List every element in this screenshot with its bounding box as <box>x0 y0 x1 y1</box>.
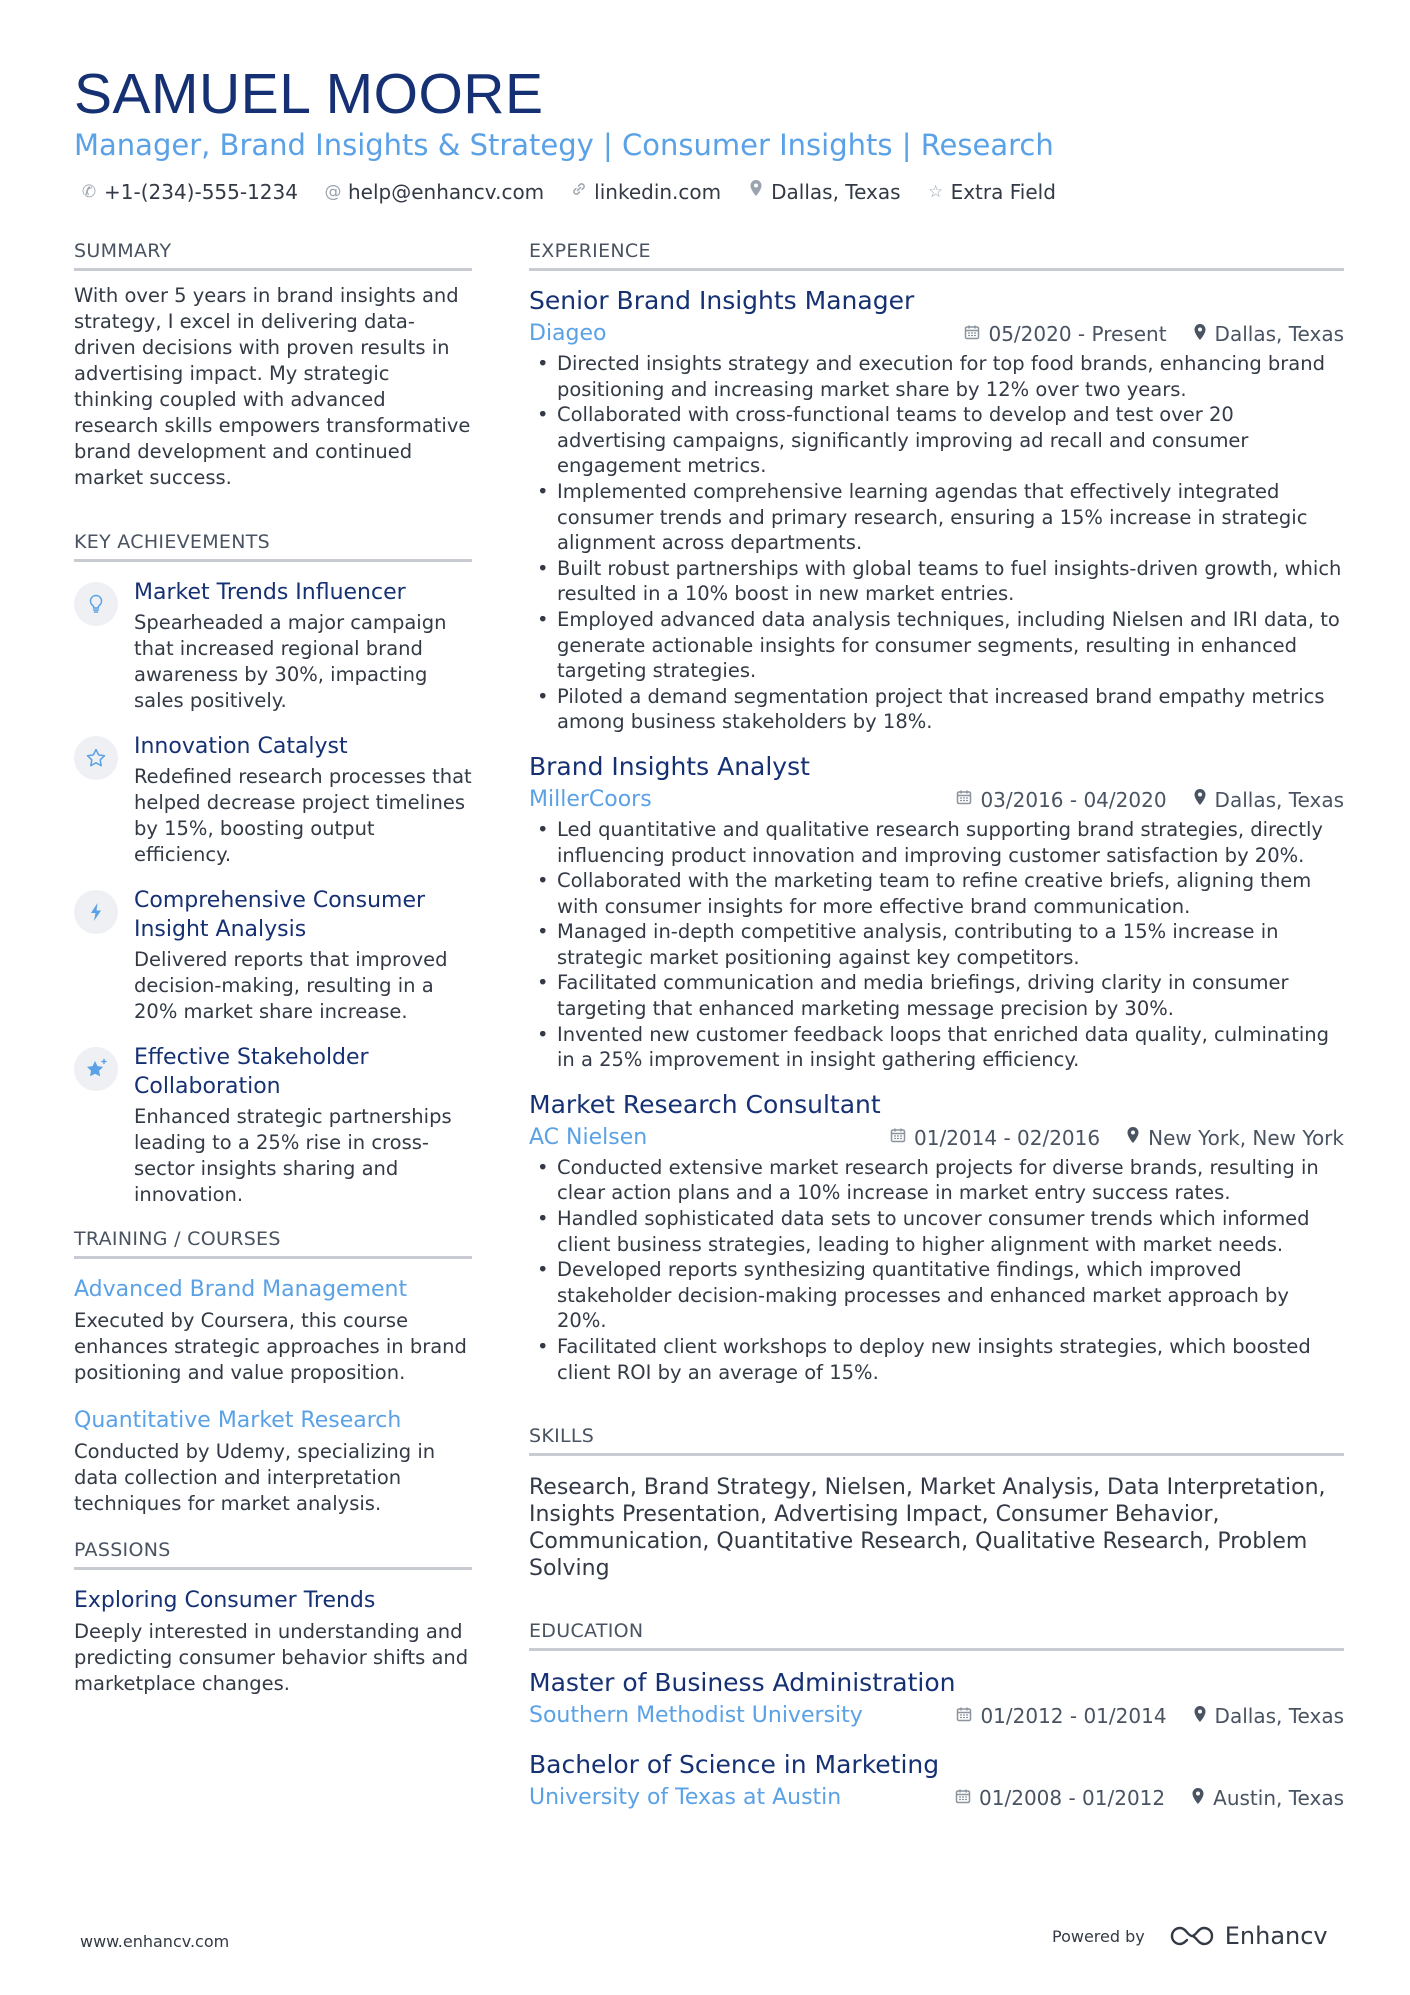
phone-icon: ✆ <box>81 182 97 202</box>
experience-section <box>529 238 1344 1385</box>
achievement-title: Effective Stakeholder Collaboration <box>134 1045 369 1099</box>
contact-email[interactable] <box>324 178 544 206</box>
contact-extra-text: Extra Field <box>950 180 1056 204</box>
job-bullet: • Invented new customer feedback loops that enriched data quality, culminating in a 25% improvement in insight gathering efficiency. <box>557 1022 1344 1073</box>
education-dates-text: 01/2012 - 01/2014 <box>980 1704 1167 1729</box>
contact-linkedin-text: linkedin.com <box>594 180 722 204</box>
job-dates <box>890 1126 1100 1150</box>
location-pin-icon <box>1191 1787 1205 1810</box>
training-section <box>74 1226 472 1517</box>
education-entry <box>529 1749 1344 1813</box>
job-location-text: Dallas, Texas <box>1214 322 1344 346</box>
sparkle-star-icon <box>74 1047 118 1091</box>
job-title: Brand Insights Analyst <box>529 751 810 781</box>
job-bullet: • Handled sophisticated data sets to uncover consumer trends which informed client business strategies, leading to higher alignment with market needs. <box>557 1206 1344 1257</box>
achievement-item <box>74 578 472 714</box>
company-name: MillerCoors <box>529 786 652 812</box>
footer-branding[interactable] <box>1052 1922 1328 1950</box>
contact-phone-text: +1-(234)-555-1234 <box>104 180 298 204</box>
location-pin-icon <box>1126 1126 1140 1149</box>
education-entry <box>529 1667 1344 1731</box>
job-bullet: • Developed reports synthesizing quantitative findings, which improved stakeholder decision-making processes and enhanced market approach by 20%. <box>557 1257 1344 1334</box>
candidate-headline: Manager, Brand Insights & Strategy | Consumer Insights | Research <box>74 128 1054 162</box>
job-dates-text: 01/2014 - 02/2016 <box>914 1125 1101 1150</box>
education-section <box>529 1618 1344 1813</box>
education-location-text: Austin, Texas <box>1213 1786 1344 1811</box>
right-column <box>529 238 1344 1831</box>
contact-bar <box>80 178 1056 206</box>
summary-text: With over 5 years in brand insights and strategy, I excel in delivering data-driven decisions with proven results in advertising impact. My strategic thinking coupled with advanced research skills empowers transformative brand development and continued market success. <box>74 284 471 489</box>
job-location <box>1193 322 1344 346</box>
contact-phone[interactable] <box>80 178 298 206</box>
location-pin-icon <box>1193 1705 1207 1728</box>
school-name: Southern Methodist University <box>529 1703 863 1729</box>
achievement-title: Innovation Catalyst <box>134 734 348 759</box>
achievement-item <box>74 886 472 1025</box>
job-bullet: • Collaborated with cross-functional teams to develop and test over 20 advertising campaigns, significantly improving ad recall and consumer engagement metrics. <box>557 402 1344 479</box>
job-bullets <box>529 817 1344 1073</box>
job-entry <box>529 751 1344 1073</box>
at-icon: @ <box>324 182 342 202</box>
achievement-text: Delivered reports that improved decision-making, resulting in a 20% market share increase. <box>134 948 448 1023</box>
passions-section <box>74 1537 472 1697</box>
job-bullet: • Employed advanced data analysis techniques, including Nielsen and IRI data, to generate actionable insights for consumer segments, resulting in enhanced targeting strategies. <box>557 607 1344 684</box>
contact-location-text: Dallas, Texas <box>771 180 901 204</box>
location-pin-icon <box>1193 788 1207 811</box>
job-bullet: • Implemented comprehensive learning agendas that effectively integrated consumer trends and primary research, ensuring a 15% increase in strategic alignment across departments. <box>557 479 1344 556</box>
location-pin-icon <box>747 178 765 206</box>
school-name: University of Texas at Austin <box>529 1785 842 1811</box>
star-icon <box>74 736 118 780</box>
passion-title: Exploring Consumer Trends <box>74 1588 376 1613</box>
education-location <box>1191 1786 1344 1810</box>
education-location-text: Dallas, Texas <box>1214 1704 1344 1729</box>
footer-website[interactable]: www.enhancv.com <box>80 1932 230 1951</box>
job-location-text: New York, New York <box>1148 1125 1344 1150</box>
course-title: Quantitative Market Research <box>74 1408 402 1433</box>
education-dates-text: 01/2008 - 01/2012 <box>979 1786 1166 1811</box>
left-column <box>74 238 472 1697</box>
job-dates <box>956 788 1166 812</box>
job-location <box>1193 788 1344 812</box>
job-bullet: • Managed in-depth competitive analysis, contributing to a 15% increase in strategic market positioning against key competitors. <box>557 919 1344 970</box>
job-title: Market Research Consultant <box>529 1089 881 1119</box>
job-bullet: • Led quantitative and qualitative research supporting brand strategies, directly influencing product innovation and improving customer satisfaction by 20%. <box>557 817 1344 868</box>
job-bullets <box>529 351 1344 735</box>
achievement-item <box>74 1043 472 1208</box>
course-title: Advanced Brand Management <box>74 1277 408 1302</box>
job-bullet: • Piloted a demand segmentation project that increased brand empathy metrics among business stakeholders by 18%. <box>557 684 1344 735</box>
job-entry <box>529 1089 1344 1385</box>
job-location-text: Dallas, Texas <box>1214 787 1344 812</box>
course-text: Conducted by Udemy, specializing in data collection and interpretation techniques for market analysis. <box>74 1440 436 1515</box>
training-heading: TRAINING / COURSES <box>74 1226 472 1259</box>
degree-title: Bachelor of Science in Marketing <box>529 1750 940 1780</box>
summary-heading: SUMMARY <box>74 238 472 271</box>
job-location <box>1126 1126 1344 1150</box>
job-bullet: • Facilitated communication and media briefings, driving clarity in consumer targeting that enhanced marketing message precision by 30%. <box>557 970 1344 1021</box>
passion-item <box>74 1586 472 1697</box>
calendar-icon <box>955 1788 971 1809</box>
job-dates <box>964 322 1166 346</box>
experience-heading: EXPERIENCE <box>529 238 1344 271</box>
achievement-text: Redefined research processes that helped decrease project timelines by 15%, boosting output efficiency. <box>134 765 472 866</box>
course-text: Executed by Coursera, this course enhances strategic approaches in brand positioning and value proposition. <box>74 1309 467 1384</box>
job-title: Senior Brand Insights Manager <box>529 286 915 315</box>
contact-extra <box>927 178 1056 206</box>
star-icon: ☆ <box>927 182 944 202</box>
contact-location <box>747 178 900 206</box>
skills-section <box>529 1423 1344 1582</box>
achievements-heading: KEY ACHIEVEMENTS <box>74 529 472 562</box>
calendar-icon <box>964 324 980 345</box>
passions-heading: PASSIONS <box>74 1537 472 1570</box>
job-bullet: • Facilitated client workshops to deploy new insights strategies, which boosted client ROI by an average of 15%. <box>557 1334 1344 1385</box>
lightbulb-icon <box>74 582 118 626</box>
link-icon <box>570 178 588 206</box>
job-bullet: • Collaborated with the marketing team to refine creative briefs, aligning them with consumer insights for more effective brand communication. <box>557 868 1344 919</box>
education-location <box>1193 1704 1344 1728</box>
contact-email-text: help@enhancv.com <box>347 180 545 204</box>
company-name: Diageo <box>529 321 607 346</box>
job-bullet: • Directed insights strategy and execution for top food brands, enhancing brand positioning and increasing market share by 12% over two years. <box>557 351 1344 402</box>
job-entry <box>529 285 1344 735</box>
calendar-icon <box>956 1706 972 1727</box>
achievement-title: Comprehensive Consumer Insight Analysis <box>134 888 426 942</box>
education-dates <box>955 1786 1165 1810</box>
calendar-icon <box>890 1127 906 1148</box>
achievement-title: Market Trends Influencer <box>134 580 406 605</box>
achievement-item <box>74 732 472 868</box>
education-dates <box>956 1704 1166 1728</box>
passion-text: Deeply interested in understanding and predicting consumer behavior shifts and marketplace changes. <box>74 1620 469 1695</box>
enhancv-logo-icon <box>1169 1924 1215 1948</box>
job-bullet: • Built robust partnerships with global teams to fuel insights-driven growth, which resulted in a 10% boost in new market entries. <box>557 556 1344 607</box>
company-name: AC Nielsen <box>529 1124 648 1150</box>
job-bullets <box>529 1155 1344 1385</box>
candidate-name: SAMUEL MOORE <box>74 62 544 126</box>
achievements-section <box>74 529 472 1208</box>
achievement-text: Enhanced strategic partnerships leading to a 25% rise in cross-sector insights sharing and innovation. <box>134 1105 452 1206</box>
enhancv-logo <box>1169 1922 1328 1950</box>
summary-section <box>74 238 472 491</box>
course-item <box>74 1406 472 1517</box>
lightning-icon <box>74 890 118 934</box>
degree-title: Master of Business Administration <box>529 1668 956 1698</box>
calendar-icon <box>956 789 972 810</box>
contact-linkedin[interactable] <box>570 178 721 206</box>
skills-heading: SKILLS <box>529 1423 1344 1456</box>
skills-text: Research, Brand Strategy, Nielsen, Market Analysis, Data Interpretation, Insights Presentation, Advertising Impact, Consumer Behavior, Communication, Quantitative Research, Qualitative Research, Problem Solving <box>529 1475 1326 1582</box>
education-heading: EDUCATION <box>529 1618 1344 1651</box>
job-dates-text: 05/2020 - Present <box>988 322 1167 346</box>
enhancv-logo-text: Enhancv <box>1224 1922 1328 1950</box>
job-dates-text: 03/2016 - 04/2020 <box>980 787 1167 812</box>
job-bullet: • Conducted extensive market research projects for diverse brands, resulting in clear action plans and a 10% increase in market entry success rates. <box>557 1155 1344 1206</box>
powered-by-label: Powered by <box>1052 1926 1145 1946</box>
course-item <box>74 1275 472 1386</box>
achievement-text: Spearheaded a major campaign that increased regional brand awareness by 30%, impacting sales positively. <box>134 611 447 712</box>
location-pin-icon <box>1193 323 1207 346</box>
